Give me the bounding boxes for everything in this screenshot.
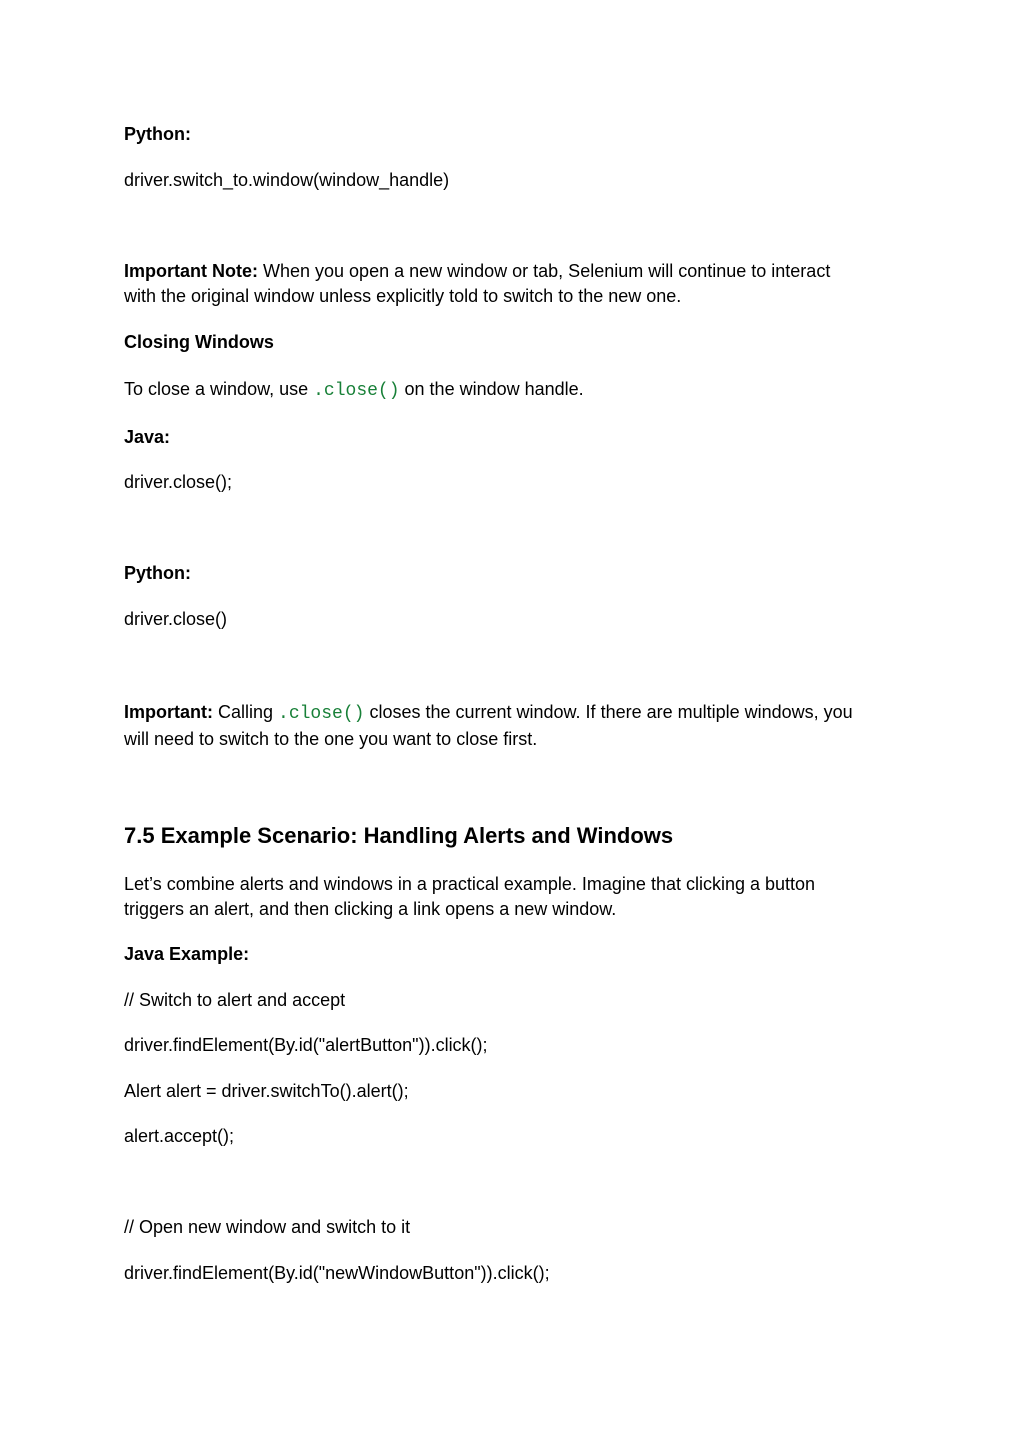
important-note-line-2: with the original window unless explicitly told to switch to the new one. — [124, 286, 682, 306]
code-comment-switch-alert: // Switch to alert and accept — [124, 990, 346, 1010]
code-find-alert-button: driver.findElement(By.id("alertButton")).click(); — [124, 1035, 488, 1055]
close-intro-text-after: on the window handle. — [399, 379, 584, 399]
important-close-line-1 — [124, 700, 853, 727]
code-alert-switch: Alert alert = driver.switchTo().alert(); — [124, 1081, 409, 1101]
important-close-label: Important: — [124, 702, 213, 722]
code-find-new-window-button: driver.findElement(By.id("newWindowButton")).click(); — [124, 1263, 550, 1283]
important-note-text: When you open a new window or tab, Selenium will continue to interact — [258, 261, 831, 281]
closing-windows-heading: Closing Windows — [124, 332, 274, 352]
java-example-label: Java Example: — [124, 944, 250, 964]
scenario-line-1: Let’s combine alerts and windows in a practical example. Imagine that clicking a button — [124, 874, 816, 894]
close-intro-text-before: To close a window, use — [124, 379, 314, 399]
java-close-code: driver.close(); — [124, 472, 233, 492]
scenario-line-2: triggers an alert, and then clicking a link opens a new window. — [124, 899, 617, 919]
python-label-2: Python: — [124, 563, 191, 583]
section-heading: 7.5 Example Scenario: Handling Alerts and Windows — [124, 823, 674, 848]
important-note-label: Important Note: — [124, 261, 258, 281]
code-alert-accept: alert.accept(); — [124, 1126, 235, 1146]
code-comment-new-window: // Open new window and switch to it — [124, 1217, 411, 1237]
close-inline-code: .close() — [313, 381, 400, 401]
python-switch-code: driver.switch_to.window(window_handle) — [124, 170, 450, 190]
important-close-line-2: will need to switch to the one you want to close first. — [124, 729, 538, 749]
important-note-line-1 — [124, 259, 830, 284]
important-close-text-before: Calling — [213, 702, 279, 722]
close-intro-paragraph — [124, 377, 584, 404]
close-inline-code-2: .close() — [278, 704, 365, 724]
java-label: Java: — [124, 427, 171, 447]
python-label: Python: — [124, 124, 191, 144]
important-close-text-after: closes the current window. If there are multiple windows, you — [364, 702, 853, 722]
python-close-code: driver.close() — [124, 609, 228, 629]
